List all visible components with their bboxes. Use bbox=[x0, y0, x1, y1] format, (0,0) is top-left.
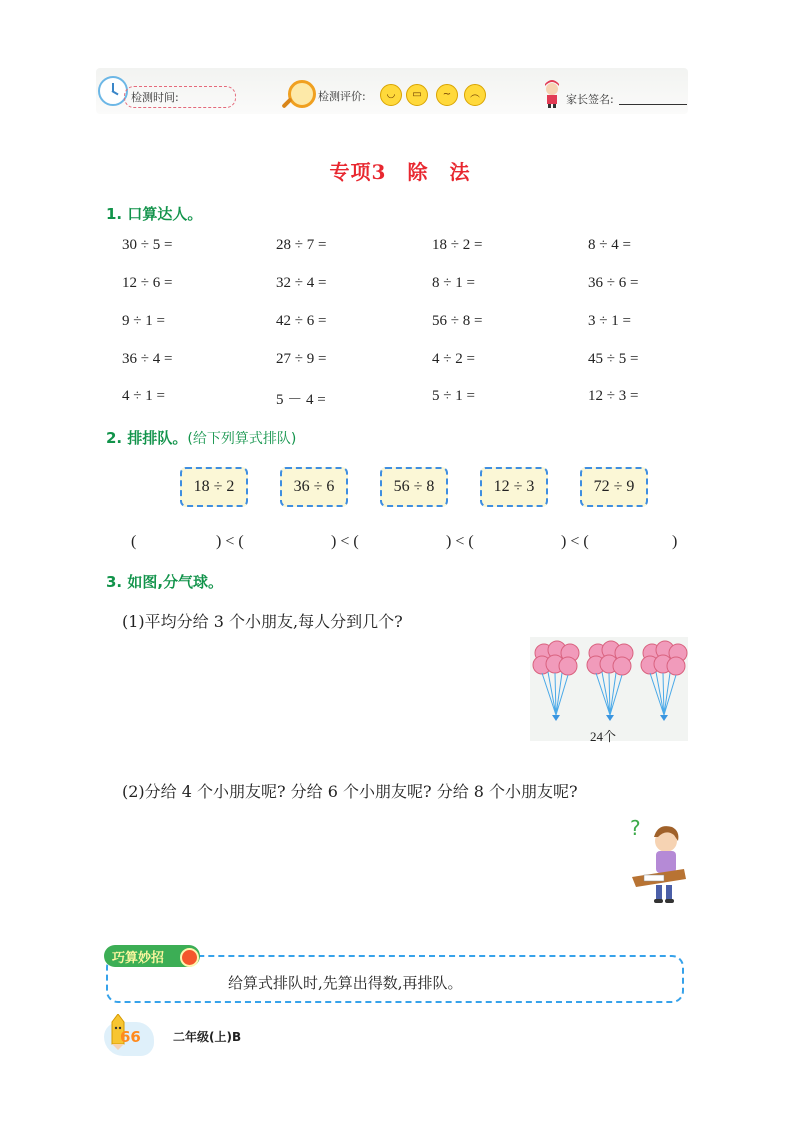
page-title: 专项3 除 法 bbox=[329, 160, 471, 184]
compare-paren: ) < ( bbox=[216, 533, 244, 550]
calc-item: 56 ÷ 8 = bbox=[432, 313, 483, 329]
thinking-boy-icon bbox=[628, 815, 688, 905]
crying-face-icon[interactable]: ︵ bbox=[464, 84, 486, 106]
parent-sign-label: 家长签名: bbox=[566, 93, 614, 106]
expression-card[interactable]: 12 ÷ 3 bbox=[480, 467, 548, 507]
calc-item: 32 ÷ 4 = bbox=[276, 275, 327, 291]
calc-item: 18 ÷ 2 = bbox=[432, 237, 483, 253]
calc-item: 3 ÷ 1 = bbox=[588, 313, 631, 329]
calc-item: 5 － 4 = bbox=[276, 392, 326, 408]
section3-heading: 3. 如图,分气球。 bbox=[106, 573, 224, 591]
calc-item: 12 ÷ 3 = bbox=[588, 388, 639, 404]
calc-item: 30 ÷ 5 = bbox=[122, 237, 173, 253]
calc-item: 4 ÷ 2 = bbox=[432, 351, 475, 367]
calc-item: 27 ÷ 9 = bbox=[276, 351, 327, 367]
expression-card[interactable]: 72 ÷ 9 bbox=[580, 467, 648, 507]
eval-label: 检测评价: bbox=[318, 90, 366, 103]
signature-line[interactable] bbox=[619, 104, 687, 105]
calc-item: 28 ÷ 7 = bbox=[276, 237, 327, 253]
compare-paren: ) < ( bbox=[331, 533, 359, 550]
compare-paren: ( bbox=[131, 533, 137, 550]
expression-card[interactable]: 18 ÷ 2 bbox=[180, 467, 248, 507]
alarm-clock-icon bbox=[180, 948, 199, 967]
expression-card[interactable]: 36 ÷ 6 bbox=[280, 467, 348, 507]
section2-subtitle: (给下列算式排队) bbox=[187, 431, 297, 447]
page-number: 66 bbox=[120, 1028, 141, 1046]
calc-item: 8 ÷ 1 = bbox=[432, 275, 475, 291]
magnifier-icon bbox=[288, 80, 316, 108]
calc-item: 8 ÷ 4 = bbox=[588, 237, 631, 253]
calc-item: 45 ÷ 5 = bbox=[588, 351, 639, 367]
calc-item: 9 ÷ 1 = bbox=[122, 313, 165, 329]
section2-title: 2. 排排队。 bbox=[106, 429, 188, 447]
smile-face-icon[interactable]: ◡ bbox=[380, 84, 402, 106]
calc-item: 36 ÷ 4 = bbox=[122, 351, 173, 367]
calc-item: 36 ÷ 6 = bbox=[588, 275, 639, 291]
compare-paren: ) bbox=[672, 533, 678, 550]
clock-icon bbox=[98, 76, 128, 106]
section1-heading: 1. 口算达人。 bbox=[106, 205, 203, 223]
tip-text: 给算式排队时,先算出得数,再排队。 bbox=[228, 974, 463, 992]
child-icon bbox=[541, 80, 563, 108]
calc-item: 5 ÷ 1 = bbox=[432, 388, 475, 404]
calc-item: 42 ÷ 6 = bbox=[276, 313, 327, 329]
expression-card[interactable]: 56 ÷ 8 bbox=[380, 467, 448, 507]
tip-label: 巧算妙招 bbox=[104, 945, 200, 967]
grade-label: 二年级(上)B bbox=[173, 1030, 242, 1044]
grin-face-icon[interactable]: ▭ bbox=[406, 84, 428, 106]
calc-item: 12 ÷ 6 = bbox=[122, 275, 173, 291]
svg-text:?: ? bbox=[630, 816, 641, 840]
compare-paren: ) < ( bbox=[446, 533, 474, 550]
question-1: (1)平均分给 3 个小朋友,每人分到几个? bbox=[122, 612, 403, 631]
question-2: (2)分给 4 个小朋友呢? 分给 6 个小朋友呢? 分给 8 个小朋友呢? bbox=[122, 782, 578, 801]
calc-item: 4 ÷ 1 = bbox=[122, 388, 165, 404]
section2-heading bbox=[106, 427, 296, 448]
time-label: 检测时间: bbox=[131, 91, 179, 104]
balloon-count-label: 24个 bbox=[590, 729, 617, 744]
compare-paren: ) < ( bbox=[561, 533, 589, 550]
balloon-bunches-icon bbox=[530, 637, 688, 723]
worried-face-icon[interactable]: ~ bbox=[436, 84, 458, 106]
